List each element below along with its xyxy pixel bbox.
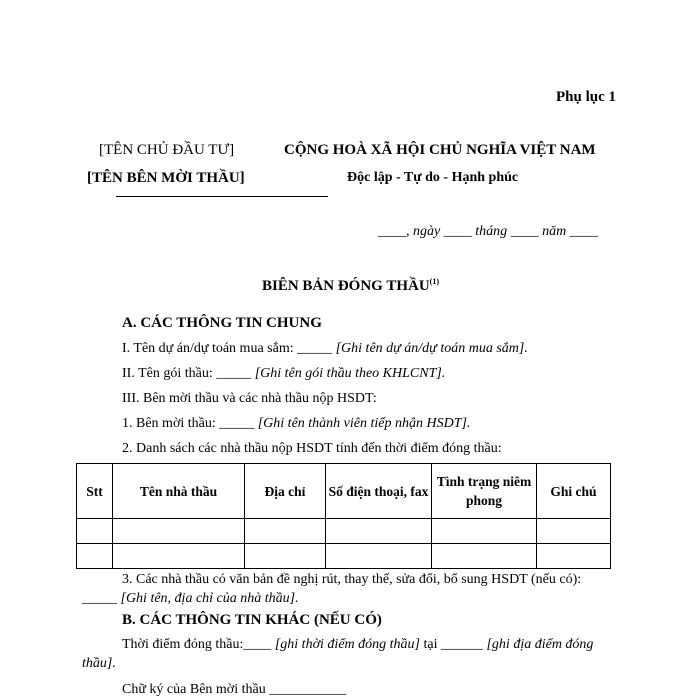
col-header-seal-status: Tình trạng niêm phong <box>432 464 537 519</box>
table-cell <box>326 544 432 569</box>
closing-place-label: tại ______ <box>423 637 483 652</box>
bidders-table <box>76 463 611 569</box>
procuring-entity-label: 1. Bên mời thầu: _____ <box>122 416 255 431</box>
closing-place-hint: [ghi địa điểm đóng <box>486 637 594 652</box>
appendix-label: Phụ lục 1 <box>556 89 617 105</box>
bidders-heading: III. Bên mời thầu và các nhà thầu nộp HSDT: <box>122 391 377 406</box>
investor-name: [TÊN CHỦ ĐẦU TƯ] <box>99 142 235 158</box>
withdrawal-hint: [Ghi tên, địa chỉ của nhà thầu]. <box>120 591 299 606</box>
table-row <box>77 519 611 544</box>
col-header-phone-fax: Số điện thoại, fax <box>326 464 432 519</box>
col-header-bidder-name: Tên nhà thầu <box>113 464 245 519</box>
col-header-notes: Ghi chú <box>537 464 611 519</box>
table-cell <box>245 519 326 544</box>
country-name: CỘNG HOÀ XÃ HỘI CHỦ NGHĨA VIỆT NAM <box>284 142 596 158</box>
table-cell <box>326 519 432 544</box>
table-cell <box>537 544 611 569</box>
table-cell <box>77 519 113 544</box>
procuring-entity-line <box>122 416 470 432</box>
table-cell <box>113 519 245 544</box>
table-cell <box>537 519 611 544</box>
package-name-label: II. Tên gói thầu: _____ <box>122 366 252 381</box>
col-header-stt: Stt <box>77 464 113 519</box>
section-a-heading: A. CÁC THÔNG TIN CHUNG <box>122 315 322 331</box>
closing-time-label: Thời điểm đóng thầu:____ <box>122 637 272 652</box>
closing-time-hint: [ghi thời điểm đóng thầu] <box>274 637 420 652</box>
procuring-entity-hint: [Ghi tên thành viên tiếp nhận HSDT]. <box>257 416 471 431</box>
title-footnote: (1) <box>429 277 439 286</box>
table-header-row <box>77 464 611 519</box>
title-text: BIÊN BẢN ĐÓNG THẦU <box>262 278 430 294</box>
table-cell <box>432 544 537 569</box>
project-name-line <box>122 341 528 357</box>
section-b-heading: B. CÁC THÔNG TIN KHÁC (NẾU CÓ) <box>122 612 382 628</box>
closing-time-line <box>122 637 593 653</box>
table-cell <box>245 544 326 569</box>
package-name-line <box>122 366 445 382</box>
package-name-hint: [Ghi tên gói thầu theo KHLCNT]. <box>254 366 446 381</box>
withdrawal-line: 3. Các nhà thầu có văn bản đề nghị rút, thay thế, sửa đổi, bổ sung HSDT (nếu có): <box>122 572 582 587</box>
withdrawal-hint-line <box>82 591 299 607</box>
signature-line: Chữ ký của Bên mời thầu ___________ <box>122 682 347 697</box>
project-name-label: I. Tên dự án/dự toán mua sắm: _____ <box>122 341 333 356</box>
closing-place-hint-cont: thầu]. <box>82 656 116 671</box>
table-cell <box>432 519 537 544</box>
project-name-hint: [Ghi tên dự án/dự toán mua sắm]. <box>335 341 528 356</box>
table-row <box>77 544 611 569</box>
date-line: ____, ngày ____ tháng ____ năm ____ <box>378 224 598 239</box>
national-motto: Độc lập - Tự do - Hạnh phúc <box>347 170 519 185</box>
document-title <box>262 277 439 295</box>
withdrawal-blank: _____ <box>82 591 117 606</box>
table-cell <box>113 544 245 569</box>
col-header-address: Địa chỉ <box>245 464 326 519</box>
procuring-entity-name: [TÊN BÊN MỜI THẦU] <box>87 170 245 186</box>
header-underline <box>116 196 328 197</box>
table-cell <box>77 544 113 569</box>
bidder-list-intro: 2. Danh sách các nhà thầu nộp HSDT tính đến thời điểm đóng thầu: <box>122 441 502 456</box>
